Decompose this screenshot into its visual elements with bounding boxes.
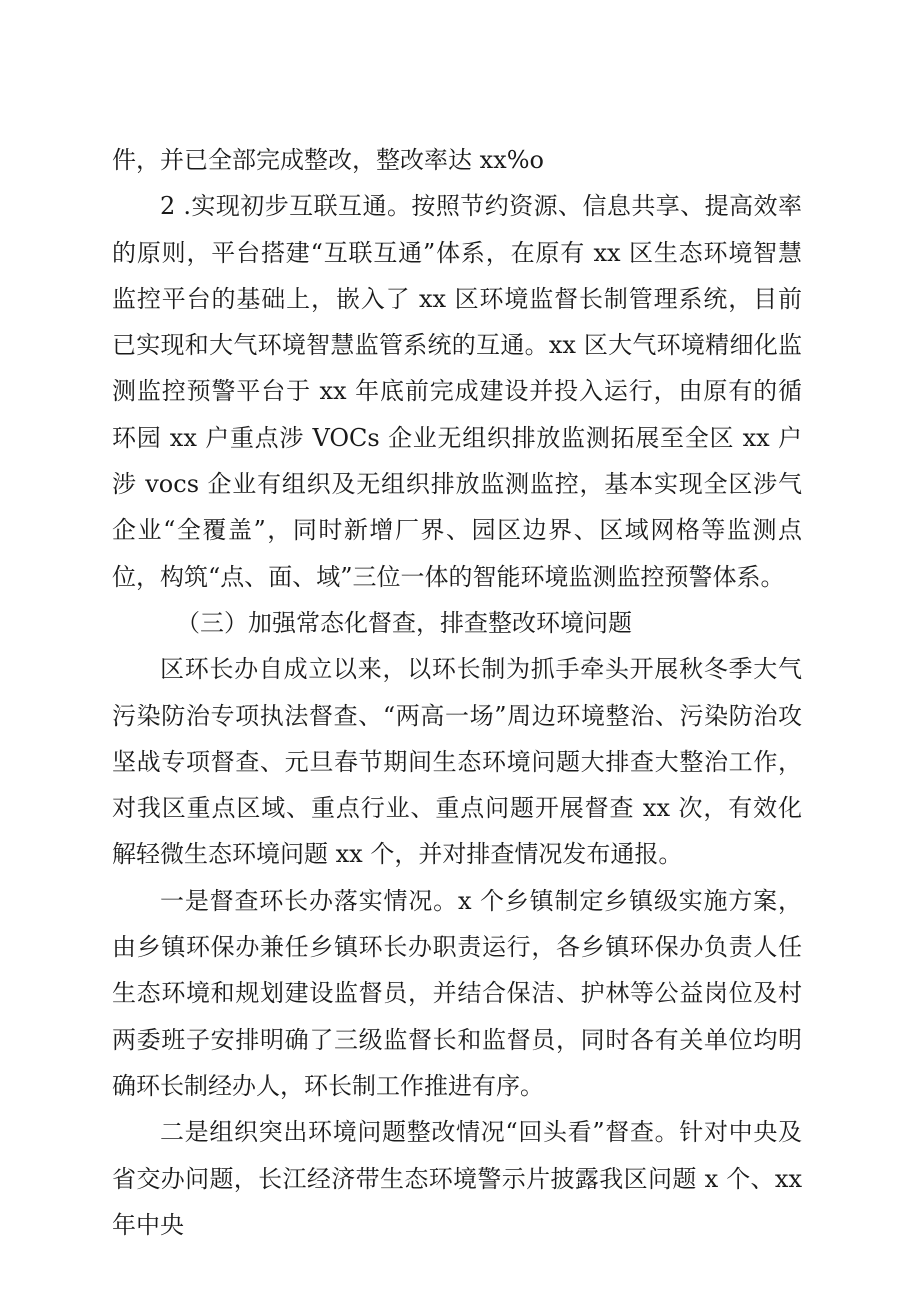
paragraph-inspection-point-one: 一是督查环长办落实情况。x 个乡镇制定乡镇级实施方案，由乡镇环保办兼任乡镇环长办职责运行，各乡镇环保办负责人任生态环境和规划建设监督员，并结合保洁、护林等公益岗位及村两委班子安排明确了三级监督长和监督员，同时各有关单位均明确环长制经办人，环长制工作推进有序。: [112, 886, 802, 1100]
paragraph-inspection-overview: 区环长办自成立以来，以环长制为抓手牵头开展秋冬季大气污染防治专项执法督查、“两高一场”周边环境整治、污染防治攻坚战专项督查、元旦春节期间生态环境问题大排查大整治工作，对我区重点区域、重点行业、重点问题开展督查 xx 次，有效化解轻微生态环境问题 xx 个，并对排查情况发布通报。: [112, 655, 802, 869]
paragraph-inspection-point-two: 二是组织突出环境问题整改情况“回头看”督查。针对中央及省交办问题，长江经济带生态环境警示片披露我区问题 x 个、xx 年中央: [112, 1118, 802, 1239]
document-body: [112, 137, 802, 1248]
paragraph-interconnection: 2 .实现初步互联互通。按照节约资源、信息共享、提高效率的原则，平台搭建“互联互通”体系，在原有 xx 区生态环境智慧监控平台的基础上，嵌入了 xx 区环境监督长制管理系统，目前已实现和大气环境智慧监管系统的互通。xx 区大气环境精细化监测监控预警平台于 xx 年底前完成建设并投入运行，由原有的循环园 xx 户重点涉 VOCs 企业无组织排放监测拓展至全区 xx 户涉 vocs 企业有组织及无组织排放监测监控，基本实现全区涉气企业“全覆盖”，同时新增厂界、园区边界、区域网格等监测点位，构筑“点、面、域”三位一体的智能环境监测监控预警体系。: [112, 192, 802, 591]
section-heading: （三）加强常态化督查，排查整改环境问题: [176, 608, 632, 637]
paragraph-continuation: 件，并已全部完成整改，整改率达 xx%o: [112, 146, 544, 174]
